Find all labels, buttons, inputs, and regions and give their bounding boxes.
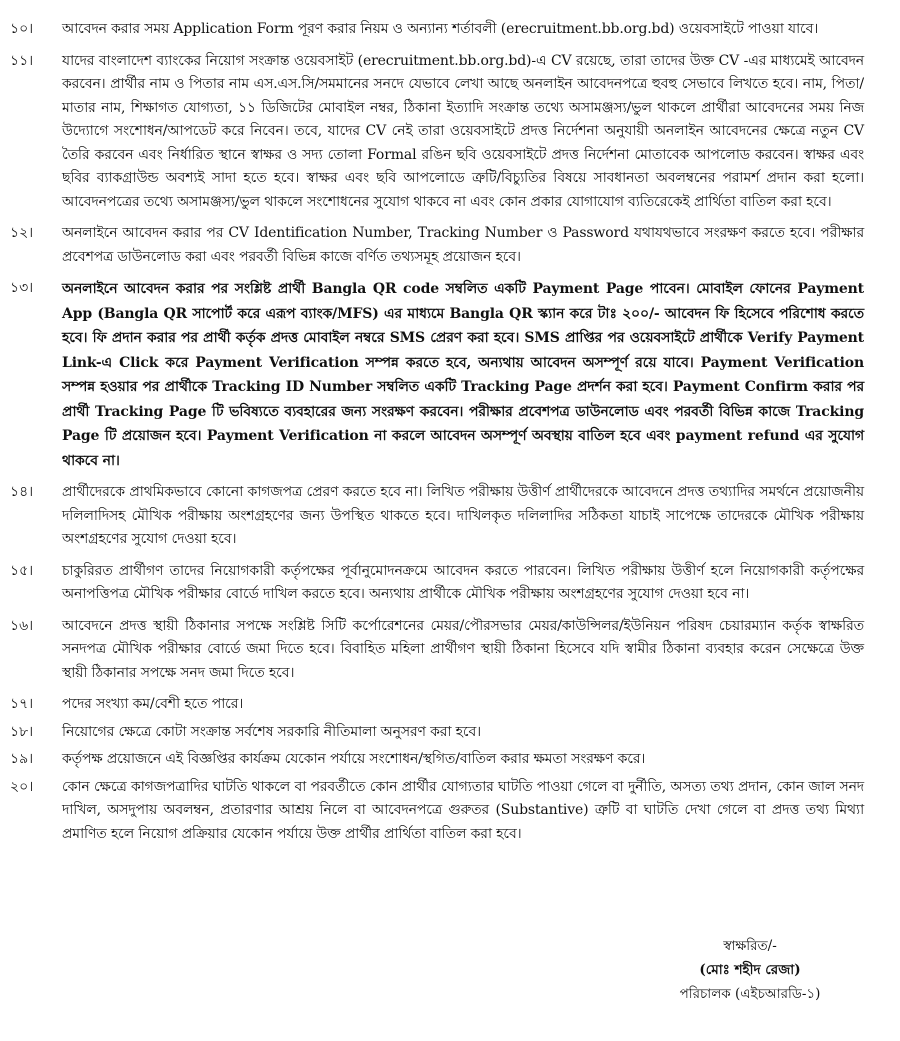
clause-text: নিয়োগের ক্ষেত্রে কোটা সংক্রান্ত সর্বশেষ সরকারি নীতিমালা অনুসরণ করা হবে। (62, 723, 481, 740)
signatory-designation: পরিচালক (এইচআরডি-১) (679, 986, 821, 1002)
clause-number: ১২। (10, 225, 34, 241)
clause-text: পদের সংখ্যা কম/বেশী হতে পারে। (62, 696, 244, 712)
clause-number: ১৫। (10, 562, 34, 579)
clause-13 (0, 277, 900, 473)
signed-mark: স্বাক্ষরিত/- (723, 938, 777, 954)
clause-12 (0, 222, 900, 269)
clause-16 (0, 615, 900, 686)
clause-text: চাকুরিরত প্রার্থীগণ তাদের নিয়োগকারী কর্তৃপক্ষের পূর্বানুমোদনক্রমে আবেদন করতে পারবেন। লিখিত পরীক্ষায় উত্তীর্ণ হলে নিয়োগকারী কর্তৃপক্ষের অনাপত্তিপত্র মৌখিক পরীক্ষার বোর্ডে দাখিল করতে হবে। অন্যথায় প্রার্থীকে মৌখিক পরীক্ষায় অংশগ্রহণের সুযোগ দেওয়া হবে না। (62, 562, 864, 602)
clause-text: কর্তৃপক্ষ প্রয়োজনে এই বিজ্ঞপ্তির কার্যক্রম যেকোন পর্যায়ে সংশোধন/স্থগিত/বাতিল করার ক্ষমতা সংরক্ষণ করে। (62, 751, 646, 767)
clause-text: আবেদনে প্রদত্ত স্থায়ী ঠিকানার সপক্ষে সংশ্লিষ্ট সিটি কর্পোরেশনের মেয়র/পৌরসভার মেয়র/কাউন্সিলর/ইউনিয়ন পরিষদ চেয়ারম্যান কর্তৃক স্বাক্ষরিত সনদপত্র মৌখিক পরীক্ষার বোর্ডে জমা দিতে হবে। বিবাহিত মহিলা প্রার্থীগণ স্থায়ী ঠিকানা হিসেবে যদি স্বামীর ঠিকানা ব্যবহার করেন সেক্ষেত্রে উক্ত স্থায়ী ঠিকানার সপক্ষে সনদ জমা দিতে হবে। (62, 617, 864, 681)
clause-number: ২০। (10, 778, 34, 795)
clause-text: কোন ক্ষেত্রে কাগজপত্রাদির ঘাটতি থাকলে বা পরবর্তীতে কোন প্রার্থীর যোগ্যতার ঘাটতি পাওয়া গেলে বা দুর্নীতি, অসত্য তথ্য প্রদান, কোন জাল সনদ দাখিল, অসদুপায় অবলম্বন, প্রতারণার আশ্রয় নিলে বা আবেদনপত্রে গুরুতর (Substantive) ত্রুটি বা ঘাটতি দেখা গেলে বা প্রদত্ত তথ্য মিথ্যা প্রমাণিত হলে নিয়োগ প্রক্রিয়ার যেকোন পর্যায়ে উক্ত প্রার্থীর প্রার্থিতা বাতিল করা হবে। (62, 778, 864, 842)
clause-17 (0, 693, 900, 717)
clause-text: প্রার্থীদেরকে প্রাথমিকভাবে কোনো কাগজপত্র প্রেরণ করতে হবে না। লিখিত পরীক্ষায় উত্তীর্ণ প্রার্থীদেরকে আবেদনে প্রদত্ত তথ্যাদির সমর্থনে প্রয়োজনীয় দলিলাদিসহ মৌখিক পরীক্ষায় অংশগ্রহণের জন্য উপস্থিত থাকতে হবে। দাখিলকৃত দলিলাদির সঠিকতা যাচাই সাপেক্ষে তাদেরকে মৌখিক পরীক্ষায় অংশগ্রহণের সুযোগ দেওয়া হবে। (62, 484, 864, 547)
clause-11 (0, 50, 900, 215)
signature-block (640, 934, 860, 1006)
clause-number: ১৯। (10, 751, 34, 767)
clause-number: ১৬। (10, 617, 34, 634)
clause-14 (0, 481, 900, 552)
clause-number: ১৩। (10, 280, 34, 296)
clause-18 (0, 721, 900, 745)
clause-text: অনলাইনে আবেদন করার পর সংশ্লিষ্ট প্রার্থী Bangla QR code সম্বলিত একটি Payment Page পাবেন। মোবাইল ফোনের Payment App (Bangla QR সাপোর্ট করে এরূপ ব্যাংক/MFS) এর মাধ্যমে Bangla QR স্ক্যান করে টাঃ ২০০/- আবেদন ফি হিসেবে পরিশোধ করতে হবে। ফি প্রদান করার পর প্রার্থী কর্তৃক প্রদত্ত মোবাইল নম্বরে SMS প্রেরণ করা হবে। SMS প্রাপ্তির পর ওয়েবসাইটে প্রার্থীকে Verify Payment Link-এ Click করে Payment Verification সম্পন্ন করতে হবে, অন্যথায় আবেদন অসম্পূর্ণ রয়ে যাবে। Payment Verification সম্পন্ন হওয়ার পর প্রার্থীকে Tracking ID Number সম্বলিত একটি Tracking Page প্রদর্শন করা হবে। Payment Confirm করার পর প্রার্থী Tracking Page টি ভবিষ্যতে ব্যবহারের জন্য সংরক্ষণ করবেন। পরীক্ষার প্রবেশপত্র ডাউনলোড এবং পরবর্তী বিভিন্ন কাজে Tracking Page টি প্রয়োজন হবে। Payment Verification না করলে আবেদন অসম্পূর্ণ অবস্থায় বাতিল হবে এবং payment refund এর সুযোগ থাকবে না। (62, 281, 864, 469)
clause-number: ১১। (10, 52, 34, 69)
clause-number: ১৮। (10, 723, 34, 740)
signatory-name: (মোঃ শহীদ রেজা) (699, 962, 801, 978)
clause-10 (0, 18, 900, 42)
clause-19 (0, 748, 900, 772)
clause-number: ১০। (10, 21, 34, 37)
clause-15 (0, 560, 900, 607)
clause-text: অনলাইনে আবেদন করার পর CV Identification Number, Tracking Number ও Password যথাযথভাবে সংরক্ষণ করতে হবে। পরীক্ষার প্রবেশপত্র ডাউনলোড করা এবং পরবর্তী বিভিন্ন কাজে বর্ণিত তথ্যসমূহ প্রয়োজন হবে। (62, 225, 864, 265)
clause-text: যাদের বাংলাদেশ ব্যাংকের নিয়োগ সংক্রান্ত ওয়েবসাইট (erecruitment.bb.org.bd)-এ CV রয়েছে, তারা তাদের উক্ত CV -এর মাধ্যমেই আবেদন করবেন। প্রার্থীর নাম ও পিতার নাম এস.এস.সি/সমমানের সনদে যেভাবে লেখা আছে অনলাইন আবেদনপত্রে হুবহু সেভাবে লিখতে হবে। নাম, পিতা/মাতার নাম, শিক্ষাগত যোগ্যতা, ১১ ডিজিটের মোবাইল নম্বর, ঠিকানা ইত্যাদি সংক্রান্ত তথ্যে অসামঞ্জস্য/ভুল থাকলে প্রার্থীরা আবেদনের সময় নিজ উদ্যোগে সংশোধন/আপডেট করে নিবেন। তবে, যাদের CV নেই তারা ওয়েবসাইটে প্রদত্ত নির্দেশনা অনুযায়ী অনলাইন আবেদনের ক্ষেত্রে নতুন CV তৈরি করবেন এবং নির্ধারিত স্থানে স্বাক্ষর ও সদ্য তোলা Formal রঙিন ছবি ওয়েবসাইটে প্রদত্ত নির্দেশনা মোতাবেক আপলোড করবেন। স্বাক্ষর এবং ছবির ব্যাকগ্রাউন্ড অবশ্যই সাদা হতে হবে। স্বাক্ষর এবং ছবি আপলোডে ত্রুটি/বিচ্যুতির বিষয়ে সাবধানতা অবলম্বনের পরামর্শ প্রদান করা হলো। আবেদনপত্রের তথ্যে অসামঞ্জস্য/ভুল থাকলে সংশোধনের সুযোগ থাকবে না এবং কোন প্রকার যোগাযোগ ব্যতিরেকেই প্রার্থিতা বাতিল করা হবে। (62, 52, 864, 210)
clause-number: ১৪। (10, 484, 34, 500)
clause-20 (0, 776, 900, 847)
clause-number: ১৭। (10, 696, 34, 712)
clause-text: আবেদন করার সময় Application Form পূরণ করার নিয়ম ও অন্যান্য শর্তাবলী (erecruitment.bb.org.bd) ওয়েবসাইটে পাওয়া যাবে। (62, 21, 819, 37)
